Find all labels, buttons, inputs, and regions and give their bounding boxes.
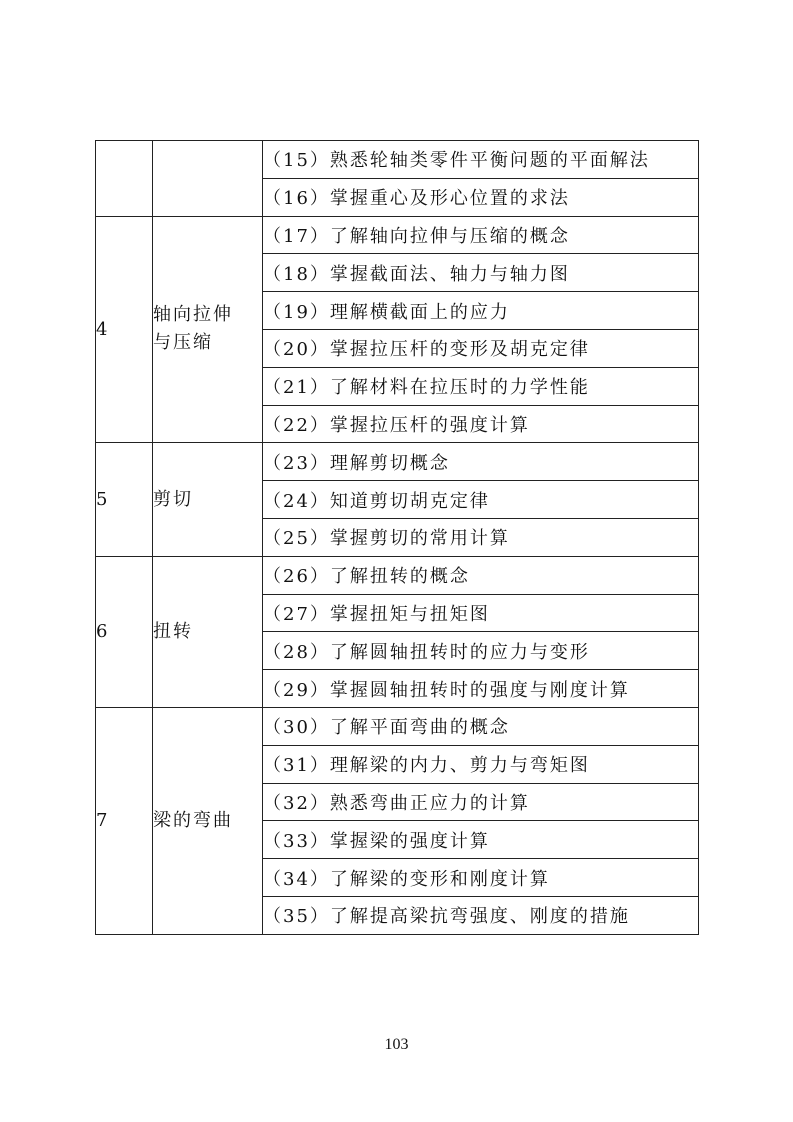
- syllabus-item: （32）熟悉弯曲正应力的计算: [263, 783, 699, 821]
- syllabus-item: （21）了解材料在拉压时的力学性能: [263, 367, 699, 405]
- syllabus-item: （30）了解平面弯曲的概念: [263, 707, 699, 745]
- syllabus-item: （25）掌握剪切的常用计算: [263, 518, 699, 556]
- syllabus-item: （28）了解圆轴扭转时的应力与变形: [263, 632, 699, 670]
- chapter-topic: [153, 707, 263, 934]
- syllabus-item: （16）掌握重心及形心位置的求法: [263, 178, 699, 216]
- chapter-topic: [153, 216, 263, 443]
- table-row: [96, 141, 699, 179]
- syllabus-item: （23）理解剪切概念: [263, 443, 699, 481]
- syllabus-item: （26）了解扭转的概念: [263, 556, 699, 594]
- syllabus-item: （27）掌握扭矩与扭矩图: [263, 594, 699, 632]
- chapter-topic: [153, 141, 263, 217]
- syllabus-item: （22）掌握拉压杆的强度计算: [263, 405, 699, 443]
- syllabus-item: （20）掌握拉压杆的变形及胡克定律: [263, 329, 699, 367]
- chapter-number: 7: [96, 707, 153, 934]
- chapter-topic-line: 与压缩: [153, 332, 213, 354]
- syllabus-item: （33）掌握梁的强度计算: [263, 821, 699, 859]
- syllabus-item: （24）知道剪切胡克定律: [263, 481, 699, 519]
- syllabus-item: （34）了解梁的变形和刚度计算: [263, 859, 699, 897]
- syllabus-item: （31）理解梁的内力、剪力与弯矩图: [263, 745, 699, 783]
- table-row: [96, 216, 699, 254]
- table-row: [96, 443, 699, 481]
- chapter-number: 4: [96, 216, 153, 443]
- chapter-topic-line: 梁的弯曲: [153, 809, 233, 831]
- page-number: 103: [384, 1036, 409, 1053]
- syllabus-item: （35）了解提高梁抗弯强度、刚度的措施: [263, 896, 699, 934]
- chapter-number: [96, 141, 153, 217]
- chapter-number: 5: [96, 443, 153, 556]
- chapter-topic: [153, 443, 263, 556]
- syllabus-item: （17）了解轴向拉伸与压缩的概念: [263, 216, 699, 254]
- syllabus-table: [95, 140, 699, 935]
- chapter-topic-line: 剪切: [153, 488, 193, 510]
- table-row: [96, 707, 699, 745]
- chapter-topic-line: 扭转: [153, 620, 193, 642]
- syllabus-item: （15）熟悉轮轴类零件平衡问题的平面解法: [263, 141, 699, 179]
- syllabus-item: （19）理解横截面上的应力: [263, 292, 699, 330]
- chapter-topic: [153, 556, 263, 707]
- syllabus-item: （29）掌握圆轴扭转时的强度与刚度计算: [263, 670, 699, 708]
- syllabus-item: （18）掌握截面法、轴力与轴力图: [263, 254, 699, 292]
- chapter-topic-line: 轴向拉伸: [153, 304, 233, 326]
- table-row: [96, 556, 699, 594]
- chapter-number: 6: [96, 556, 153, 707]
